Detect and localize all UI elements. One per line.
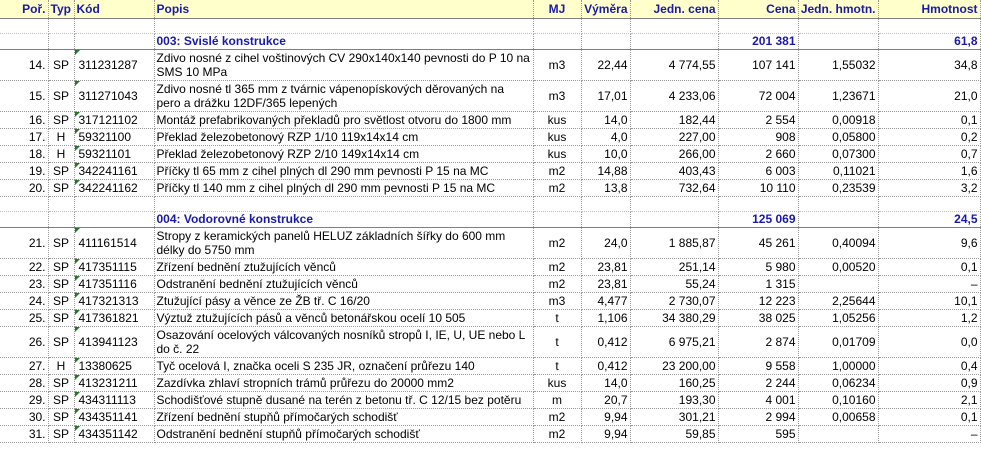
cell-popis[interactable]: Tyč ocelová I, značka oceli S 235 JR, označení průřezu 140 bbox=[154, 358, 533, 375]
cell-jcena[interactable]: 403,43 bbox=[630, 163, 718, 180]
cell-typ[interactable]: SP bbox=[48, 327, 74, 358]
cell-empty[interactable] bbox=[48, 19, 74, 34]
cell-empty[interactable] bbox=[718, 19, 798, 34]
cell-mj[interactable]: m2 bbox=[533, 276, 581, 293]
cell-por[interactable]: 20. bbox=[0, 180, 48, 197]
cell-empty[interactable] bbox=[533, 212, 581, 228]
cell-cena[interactable]: 2 660 bbox=[718, 146, 798, 163]
cell-mj[interactable]: kus bbox=[533, 112, 581, 129]
cell-kod[interactable]: 411161514 bbox=[74, 228, 154, 259]
cell-popis[interactable]: Překlad železobetonový RZP 2/10 149x14x14 cm bbox=[154, 146, 533, 163]
cell-jhm[interactable] bbox=[798, 276, 878, 293]
cell-jhm[interactable]: 0,05800 bbox=[798, 129, 878, 146]
cell-empty[interactable] bbox=[0, 34, 48, 50]
cell-typ[interactable]: SP bbox=[48, 375, 74, 392]
cell-por[interactable]: 29. bbox=[0, 392, 48, 409]
cell-kod[interactable]: 413231211 bbox=[74, 375, 154, 392]
cell-hm[interactable]: 2,1 bbox=[878, 392, 980, 409]
cell-vymera[interactable]: 14,0 bbox=[581, 112, 630, 129]
cell-jhm[interactable]: 1,05256 bbox=[798, 310, 878, 327]
cell-empty[interactable] bbox=[533, 34, 581, 50]
cell-typ[interactable]: SP bbox=[48, 180, 74, 197]
blank-row bbox=[0, 19, 980, 34]
cell-popis[interactable]: Zřízení bednění stupňů přímočarých schodišť bbox=[154, 409, 533, 426]
cell-por[interactable]: 28. bbox=[0, 375, 48, 392]
cell-mj[interactable]: m2 bbox=[533, 228, 581, 259]
cell-hm[interactable]: 0,1 bbox=[878, 259, 980, 276]
cell-empty[interactable] bbox=[798, 197, 878, 212]
table-row bbox=[0, 358, 980, 375]
cell-kod[interactable]: 417321313 bbox=[74, 293, 154, 310]
cell-kod[interactable]: 434311113 bbox=[74, 392, 154, 409]
cell-vymera[interactable]: 9,94 bbox=[581, 409, 630, 426]
cell-empty[interactable] bbox=[0, 212, 48, 228]
cell-cena[interactable]: 6 003 bbox=[718, 163, 798, 180]
section-row bbox=[0, 212, 980, 228]
section-hmotnost-total[interactable]: 24,5 bbox=[878, 212, 980, 228]
cell-cena[interactable]: 38 025 bbox=[718, 310, 798, 327]
cell-vymera[interactable]: 0,412 bbox=[581, 327, 630, 358]
cell-empty[interactable] bbox=[0, 19, 48, 34]
cell-kod[interactable]: 317121102 bbox=[74, 112, 154, 129]
cell-popis[interactable]: Ztužující pásy a věnce ze ŽB tř. C 16/20 bbox=[154, 293, 533, 310]
cell-mj[interactable]: t bbox=[533, 310, 581, 327]
cell-jhm[interactable]: 0,00520 bbox=[798, 259, 878, 276]
section-cena-total[interactable]: 125 069 bbox=[718, 212, 798, 228]
header-row bbox=[0, 0, 980, 19]
cell-popis[interactable]: Příčky tl 140 mm z cihel plných dl 290 mm pevnosti P 15 na MC bbox=[154, 180, 533, 197]
cell-empty[interactable] bbox=[878, 19, 980, 34]
cell-vymera[interactable]: 0,412 bbox=[581, 358, 630, 375]
cell-popis[interactable]: Osazování ocelových válcovaných nosníků stropů I, IE, U, UE nebo L do č. 22 bbox=[154, 327, 533, 358]
table-row bbox=[0, 310, 980, 327]
cell-hm[interactable]: – bbox=[878, 426, 980, 443]
col-header-jedn-cena[interactable]: Jedn. cena bbox=[630, 0, 718, 19]
cell-por[interactable]: 19. bbox=[0, 163, 48, 180]
cell-empty[interactable] bbox=[581, 212, 630, 228]
cell-popis[interactable]: Odstranění bednění stupňů přímočarých schodišť bbox=[154, 426, 533, 443]
cell-cena[interactable]: 107 141 bbox=[718, 50, 798, 81]
cell-jcena[interactable]: 182,44 bbox=[630, 112, 718, 129]
cell-mj[interactable]: kus bbox=[533, 129, 581, 146]
cell-mj[interactable]: m2 bbox=[533, 409, 581, 426]
cell-empty[interactable] bbox=[581, 197, 630, 212]
cell-cena[interactable]: 2 554 bbox=[718, 112, 798, 129]
cell-mj[interactable]: m3 bbox=[533, 81, 581, 112]
col-header-vymera[interactable]: Výměra bbox=[581, 0, 630, 19]
cell-empty[interactable] bbox=[74, 34, 154, 50]
cell-kod[interactable]: 413941123 bbox=[74, 327, 154, 358]
cell-jhm[interactable]: 2,25644 bbox=[798, 293, 878, 310]
cell-empty[interactable] bbox=[630, 212, 718, 228]
cell-jcena[interactable]: 266,00 bbox=[630, 146, 718, 163]
cell-typ[interactable]: SP bbox=[48, 81, 74, 112]
cell-empty[interactable] bbox=[798, 34, 878, 50]
cell-popis[interactable]: Montáž prefabrikovaných překladů pro světlost otvoru do 1800 mm bbox=[154, 112, 533, 129]
table-row bbox=[0, 293, 980, 310]
cell-jhm[interactable]: 0,06234 bbox=[798, 375, 878, 392]
cell-cena[interactable]: 12 223 bbox=[718, 293, 798, 310]
cell-jcena[interactable]: 34 380,29 bbox=[630, 310, 718, 327]
cell-popis[interactable]: Příčky tl 65 mm z cihel plných dl 290 mm pevnosti P 15 na MC bbox=[154, 163, 533, 180]
cell-mj[interactable]: t bbox=[533, 327, 581, 358]
cell-hm[interactable]: 0,1 bbox=[878, 409, 980, 426]
cell-empty[interactable] bbox=[878, 197, 980, 212]
section-row bbox=[0, 34, 980, 50]
cell-vymera[interactable]: 22,44 bbox=[581, 50, 630, 81]
cell-hm[interactable]: 34,8 bbox=[878, 50, 980, 81]
cell-popis[interactable]: Zdivo nosné z cihel voštinových CV 290x140x140 pevnosti do P 10 na SMS 10 MPa bbox=[154, 50, 533, 81]
cell-hm[interactable]: 3,2 bbox=[878, 180, 980, 197]
col-header-cena[interactable]: Cena bbox=[718, 0, 798, 19]
cell-hm[interactable]: 0,1 bbox=[878, 112, 980, 129]
cell-empty[interactable] bbox=[581, 19, 630, 34]
cell-empty[interactable] bbox=[154, 197, 533, 212]
cell-jhm[interactable]: 0,07300 bbox=[798, 146, 878, 163]
cell-jhm[interactable]: 1,23671 bbox=[798, 81, 878, 112]
cell-typ[interactable]: SP bbox=[48, 276, 74, 293]
cell-empty[interactable] bbox=[718, 197, 798, 212]
cell-vymera[interactable]: 13,8 bbox=[581, 180, 630, 197]
cell-jhm[interactable]: 0,11021 bbox=[798, 163, 878, 180]
cell-typ[interactable]: SP bbox=[48, 426, 74, 443]
cell-mj[interactable]: kus bbox=[533, 375, 581, 392]
cell-mj[interactable]: m2 bbox=[533, 180, 581, 197]
cell-cena[interactable]: 595 bbox=[718, 426, 798, 443]
cell-popis[interactable]: Zdivo nosné tl 365 mm z tvárnic vápenopískových děrovaných na pero a drážku 12DF/365 lepených bbox=[154, 81, 533, 112]
cell-vymera[interactable]: 9,94 bbox=[581, 426, 630, 443]
col-header-kod[interactable]: Kód bbox=[74, 0, 154, 19]
cell-mj[interactable]: m2 bbox=[533, 163, 581, 180]
cell-typ[interactable]: SP bbox=[48, 392, 74, 409]
cell-typ[interactable]: SP bbox=[48, 409, 74, 426]
table-row bbox=[0, 112, 980, 129]
cell-empty[interactable] bbox=[581, 34, 630, 50]
cell-por[interactable]: 15. bbox=[0, 81, 48, 112]
cell-cena[interactable]: 1 315 bbox=[718, 276, 798, 293]
cell-jhm[interactable]: 0,00918 bbox=[798, 112, 878, 129]
cell-por[interactable]: 25. bbox=[0, 310, 48, 327]
cell-por[interactable]: 26. bbox=[0, 327, 48, 358]
cell-hm[interactable]: 0,0 bbox=[878, 327, 980, 358]
table-row bbox=[0, 259, 980, 276]
cell-empty[interactable] bbox=[154, 19, 533, 34]
cell-kod[interactable]: 417351115 bbox=[74, 259, 154, 276]
cell-hm[interactable]: 0,9 bbox=[878, 375, 980, 392]
section-hmotnost-total[interactable]: 61,8 bbox=[878, 34, 980, 50]
cell-por[interactable]: 17. bbox=[0, 129, 48, 146]
cell-vymera[interactable]: 23,81 bbox=[581, 259, 630, 276]
cell-hm[interactable]: 0,7 bbox=[878, 146, 980, 163]
col-header-jedn-hmotn[interactable]: Jedn. hmotn. bbox=[798, 0, 878, 19]
cell-cena[interactable]: 45 261 bbox=[718, 228, 798, 259]
cell-cena[interactable]: 2 994 bbox=[718, 409, 798, 426]
cell-cena[interactable]: 2 874 bbox=[718, 327, 798, 358]
cell-empty[interactable] bbox=[74, 19, 154, 34]
cell-jhm[interactable]: 0,10160 bbox=[798, 392, 878, 409]
cell-cena[interactable]: 2 244 bbox=[718, 375, 798, 392]
cell-mj[interactable]: t bbox=[533, 358, 581, 375]
table-row bbox=[0, 392, 980, 409]
cell-mj[interactable]: m3 bbox=[533, 50, 581, 81]
cell-kod[interactable]: 311271043 bbox=[74, 81, 154, 112]
table-row bbox=[0, 409, 980, 426]
cell-typ[interactable]: SP bbox=[48, 163, 74, 180]
cell-empty[interactable] bbox=[48, 197, 74, 212]
cell-typ[interactable]: SP bbox=[48, 50, 74, 81]
cell-jhm[interactable] bbox=[798, 426, 878, 443]
cell-por[interactable]: 24. bbox=[0, 293, 48, 310]
cell-cena[interactable]: 4 001 bbox=[718, 392, 798, 409]
cell-empty[interactable] bbox=[630, 19, 718, 34]
section-cena-total[interactable]: 201 381 bbox=[718, 34, 798, 50]
cell-typ[interactable]: H bbox=[48, 129, 74, 146]
cell-hm[interactable]: 21,0 bbox=[878, 81, 980, 112]
cell-typ[interactable]: SP bbox=[48, 112, 74, 129]
cell-jcena[interactable]: 55,24 bbox=[630, 276, 718, 293]
cell-por[interactable]: 27. bbox=[0, 358, 48, 375]
cell-vymera[interactable]: 20,7 bbox=[581, 392, 630, 409]
cell-jcena[interactable]: 23 200,00 bbox=[630, 358, 718, 375]
cell-vymera[interactable]: 4,477 bbox=[581, 293, 630, 310]
table-row bbox=[0, 163, 980, 180]
cell-empty[interactable] bbox=[74, 212, 154, 228]
table-row bbox=[0, 228, 980, 259]
cell-jhm[interactable]: 1,00000 bbox=[798, 358, 878, 375]
cell-cena[interactable]: 5 980 bbox=[718, 259, 798, 276]
cell-por[interactable]: 22. bbox=[0, 259, 48, 276]
cell-kod[interactable]: 342241162 bbox=[74, 180, 154, 197]
cell-kod[interactable]: 13380625 bbox=[74, 358, 154, 375]
cell-typ[interactable]: SP bbox=[48, 310, 74, 327]
cell-por[interactable]: 16. bbox=[0, 112, 48, 129]
cell-vymera[interactable]: 14,0 bbox=[581, 375, 630, 392]
cell-cena[interactable]: 908 bbox=[718, 129, 798, 146]
cell-vymera[interactable]: 1,106 bbox=[581, 310, 630, 327]
table-row bbox=[0, 81, 980, 112]
cell-jcena[interactable]: 301,21 bbox=[630, 409, 718, 426]
col-header-mj[interactable]: MJ bbox=[533, 0, 581, 19]
cell-vymera[interactable]: 23,81 bbox=[581, 276, 630, 293]
cell-empty[interactable] bbox=[630, 197, 718, 212]
cell-mj[interactable]: m3 bbox=[533, 293, 581, 310]
cell-jhm[interactable]: 0,23539 bbox=[798, 180, 878, 197]
cell-empty[interactable] bbox=[798, 212, 878, 228]
cell-mj[interactable]: m2 bbox=[533, 259, 581, 276]
cell-por[interactable]: 21. bbox=[0, 228, 48, 259]
cell-kod[interactable]: 59321100 bbox=[74, 129, 154, 146]
cell-hm[interactable]: 1,2 bbox=[878, 310, 980, 327]
cell-por[interactable]: 30. bbox=[0, 409, 48, 426]
cell-kod[interactable]: 434351142 bbox=[74, 426, 154, 443]
cell-kod[interactable]: 434351141 bbox=[74, 409, 154, 426]
cell-empty[interactable] bbox=[533, 19, 581, 34]
cell-jcena[interactable]: 732,64 bbox=[630, 180, 718, 197]
cell-kod[interactable]: 417361821 bbox=[74, 310, 154, 327]
cell-empty[interactable] bbox=[74, 197, 154, 212]
cell-kod[interactable]: 342241161 bbox=[74, 163, 154, 180]
cell-vymera[interactable]: 24,0 bbox=[581, 228, 630, 259]
cell-mj[interactable]: kus bbox=[533, 146, 581, 163]
cell-jcena[interactable]: 59,85 bbox=[630, 426, 718, 443]
cell-hm[interactable]: 0,2 bbox=[878, 129, 980, 146]
table-row bbox=[0, 426, 980, 443]
cell-jhm[interactable]: 0,00658 bbox=[798, 409, 878, 426]
cell-kod[interactable]: 59321101 bbox=[74, 146, 154, 163]
cell-por[interactable]: 23. bbox=[0, 276, 48, 293]
cell-typ[interactable]: H bbox=[48, 146, 74, 163]
table-row bbox=[0, 129, 980, 146]
table-row bbox=[0, 50, 980, 81]
cell-popis[interactable]: Schodišťové stupně dusané na terén z betonu tř. C 12/15 bez potěru bbox=[154, 392, 533, 409]
cell-popis[interactable]: Překlad železobetonový RZP 1/10 119x14x14 cm bbox=[154, 129, 533, 146]
cell-cena[interactable]: 72 004 bbox=[718, 81, 798, 112]
cell-hm[interactable]: 1,6 bbox=[878, 163, 980, 180]
cell-empty[interactable] bbox=[630, 34, 718, 50]
cell-popis[interactable]: Zazdívka zhlaví stropních trámů průřezu do 20000 mm2 bbox=[154, 375, 533, 392]
cell-jcena[interactable]: 1 885,87 bbox=[630, 228, 718, 259]
section-title[interactable]: 004: Vodorovné konstrukce bbox=[154, 212, 533, 228]
cell-empty[interactable] bbox=[48, 34, 74, 50]
cell-kod[interactable]: 311231287 bbox=[74, 50, 154, 81]
cell-cena[interactable]: 10 110 bbox=[718, 180, 798, 197]
table-row bbox=[0, 375, 980, 392]
cell-empty[interactable] bbox=[798, 19, 878, 34]
cell-jhm[interactable]: 1,55032 bbox=[798, 50, 878, 81]
cell-kod[interactable]: 417351116 bbox=[74, 276, 154, 293]
cell-hm[interactable]: – bbox=[878, 276, 980, 293]
section-title[interactable]: 003: Svislé konstrukce bbox=[154, 34, 533, 50]
cell-empty[interactable] bbox=[0, 197, 48, 212]
cell-mj[interactable]: m2 bbox=[533, 426, 581, 443]
cell-jcena[interactable]: 4 233,06 bbox=[630, 81, 718, 112]
cell-jcena[interactable]: 251,14 bbox=[630, 259, 718, 276]
cell-jcena[interactable]: 160,25 bbox=[630, 375, 718, 392]
cell-typ[interactable]: SP bbox=[48, 259, 74, 276]
cell-popis[interactable]: Zřízení bednění ztužujících věnců bbox=[154, 259, 533, 276]
cell-typ[interactable]: H bbox=[48, 358, 74, 375]
col-header-typ[interactable]: Typ bbox=[48, 0, 74, 19]
cell-mj[interactable]: m bbox=[533, 392, 581, 409]
cell-empty[interactable] bbox=[48, 212, 74, 228]
table-row bbox=[0, 327, 980, 358]
cell-vymera[interactable]: 10,0 bbox=[581, 146, 630, 163]
cell-jcena[interactable]: 227,00 bbox=[630, 129, 718, 146]
cell-hm[interactable]: 10,1 bbox=[878, 293, 980, 310]
cell-popis[interactable]: Stropy z keramických panelů HELUZ základních šířky do 600 mm délky do 5750 mm bbox=[154, 228, 533, 259]
cell-jcena[interactable]: 4 774,55 bbox=[630, 50, 718, 81]
cell-empty[interactable] bbox=[533, 197, 581, 212]
col-header-por[interactable]: Poř. bbox=[0, 0, 48, 19]
cell-jcena[interactable]: 2 730,07 bbox=[630, 293, 718, 310]
cell-hm[interactable]: 0,4 bbox=[878, 358, 980, 375]
cell-por[interactable]: 14. bbox=[0, 50, 48, 81]
cell-jhm[interactable]: 0,01709 bbox=[798, 327, 878, 358]
blank-row bbox=[0, 197, 980, 212]
cell-popis[interactable]: Výztuž ztužujících pásů a věnců betonářskou ocelí 10 505 bbox=[154, 310, 533, 327]
cell-vymera[interactable]: 17,01 bbox=[581, 81, 630, 112]
cell-typ[interactable]: SP bbox=[48, 228, 74, 259]
col-header-popis[interactable]: Popis bbox=[154, 0, 533, 19]
table-row bbox=[0, 276, 980, 293]
col-header-hmotnost[interactable]: Hmotnost bbox=[878, 0, 980, 19]
cell-jhm[interactable]: 0,40094 bbox=[798, 228, 878, 259]
cell-cena[interactable]: 9 558 bbox=[718, 358, 798, 375]
table-row bbox=[0, 180, 980, 197]
cell-jcena[interactable]: 193,30 bbox=[630, 392, 718, 409]
cell-vymera[interactable]: 14,88 bbox=[581, 163, 630, 180]
cell-por[interactable]: 18. bbox=[0, 146, 48, 163]
cell-por[interactable]: 31. bbox=[0, 426, 48, 443]
cell-typ[interactable]: SP bbox=[48, 293, 74, 310]
cell-vymera[interactable]: 4,0 bbox=[581, 129, 630, 146]
cell-jcena[interactable]: 6 975,21 bbox=[630, 327, 718, 358]
cell-popis[interactable]: Odstranění bednění ztužujících věnců bbox=[154, 276, 533, 293]
cell-hm[interactable]: 9,6 bbox=[878, 228, 980, 259]
table-row bbox=[0, 146, 980, 163]
